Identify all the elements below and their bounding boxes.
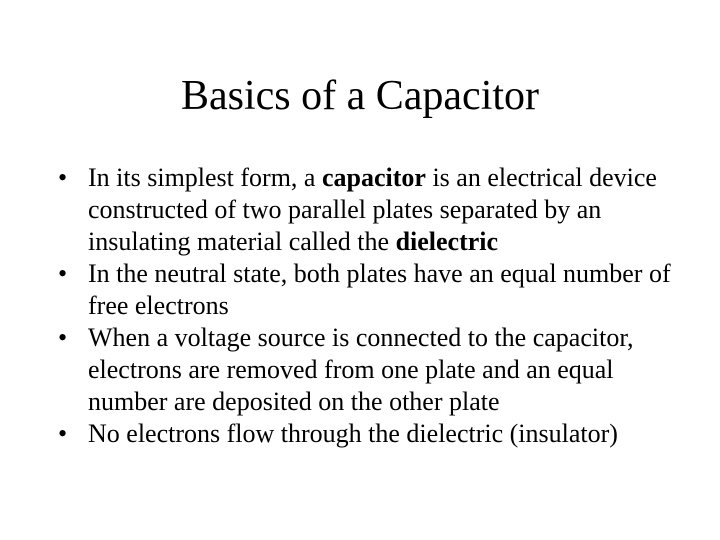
slide-title: Basics of a Capacitor: [180, 73, 540, 119]
bullet-item: [58, 162, 678, 258]
bullet-list: [58, 162, 678, 450]
term-capacitor: capacitor: [321, 163, 426, 192]
bullet-icon: •: [58, 419, 68, 448]
term-dielectric: dielectric: [395, 227, 499, 256]
bullet-text: In the neutral state, both plates have an equal number of free electrons: [88, 259, 671, 320]
bullet-text-part: In its simplest form, a: [88, 163, 322, 192]
bullet-icon: •: [58, 259, 68, 288]
bullet-text-part: is an electrical device constructed of two parallel plates separated by an insulating material called the: [88, 163, 657, 256]
bullet-icon: •: [58, 323, 68, 352]
bullet-item: [58, 418, 678, 450]
bullet-text: When a voltage source is connected to the capacitor, electrons are removed from one plate and an equal number are deposited on the other plate: [88, 323, 634, 416]
bullet-icon: •: [58, 163, 68, 192]
bullet-text: No electrons flow through the dielectric (insulator): [88, 419, 618, 448]
bullet-item: [58, 258, 678, 322]
bullet-item: [58, 322, 678, 418]
